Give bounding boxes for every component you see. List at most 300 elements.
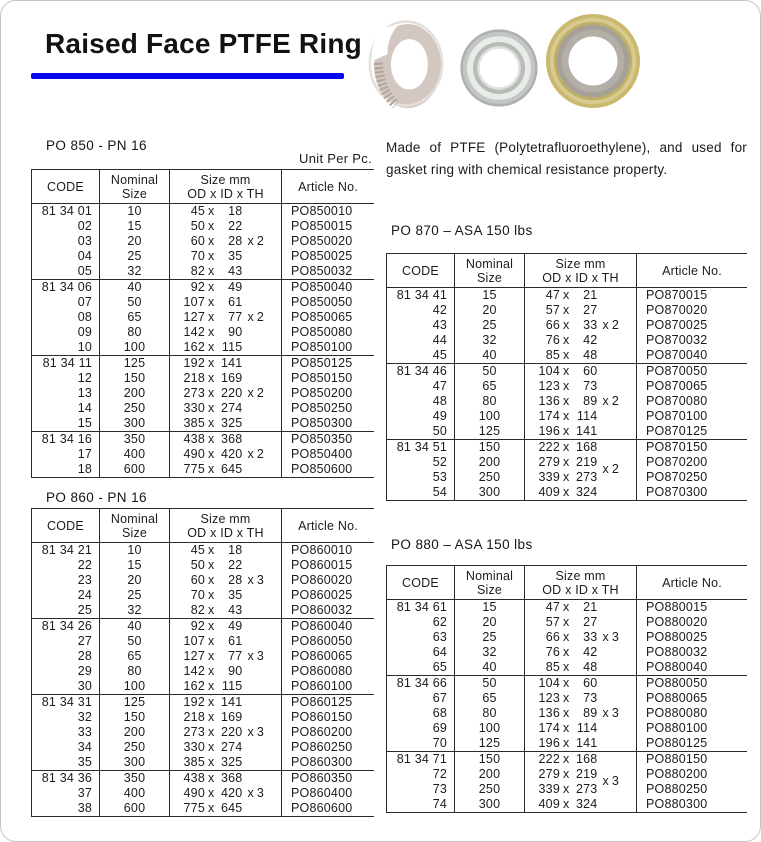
- size-cell: [170, 447, 282, 462]
- size-cell: [170, 280, 282, 295]
- table-row: [387, 782, 747, 797]
- code-cell: 05: [32, 264, 100, 279]
- size-cell: [170, 386, 282, 401]
- table-group: [32, 432, 374, 477]
- multiply-sign: x: [563, 600, 570, 614]
- nominal-size-cell: 65: [100, 649, 170, 664]
- article-no-cell: PO880250: [646, 782, 708, 796]
- code-column-header: CODE: [32, 170, 100, 203]
- unit-per-pc-note: Unit Per Pc.: [299, 151, 372, 166]
- article-no-cell: PO880025: [646, 630, 708, 644]
- table-row: [387, 645, 747, 660]
- code-cell: 28: [32, 649, 100, 664]
- table-row: [387, 318, 747, 333]
- table-group: [387, 752, 747, 812]
- nominal-size-cell: 250: [455, 782, 525, 797]
- th-wrap: [244, 234, 264, 248]
- th-wrap: [599, 462, 619, 476]
- th-value: 2: [611, 462, 620, 476]
- nominal-header-line1: Nominal: [465, 256, 514, 271]
- nominal-size-cell: 200: [455, 767, 525, 782]
- article-no-cell: PO870250: [646, 470, 708, 484]
- nominal-size-cell: 20: [455, 615, 525, 630]
- size-cell: [170, 573, 282, 588]
- id-value: 141: [575, 424, 598, 438]
- silver-gasket-image: [457, 25, 541, 111]
- table-row: [387, 440, 747, 455]
- od-value: 136: [538, 394, 560, 408]
- nominal-size-cell: 40: [100, 280, 170, 295]
- table-group: [32, 771, 374, 816]
- od-value: 273: [183, 386, 205, 400]
- table-870-title: PO 870 – ASA 150 lbs: [391, 223, 533, 238]
- th-value: 2: [611, 318, 620, 332]
- od-value: 82: [190, 603, 205, 617]
- code-cell: 35: [32, 755, 100, 770]
- od-value: 104: [538, 676, 560, 690]
- article-no-cell: PO880080: [646, 706, 708, 720]
- article-no-cell: PO850015: [291, 219, 353, 233]
- nominal-size-cell: 80: [100, 325, 170, 340]
- table-row: [32, 386, 374, 401]
- nominal-size-cell: 25: [100, 588, 170, 603]
- nominal-size-cell: 80: [100, 664, 170, 679]
- nominal-size-cell: 15: [100, 558, 170, 573]
- id-value: 42: [583, 645, 598, 659]
- multiply-sign: x: [208, 249, 215, 263]
- nominal-size-cell: 125: [100, 695, 170, 710]
- multiply-sign: x: [208, 679, 215, 693]
- id-value: 89: [583, 706, 598, 720]
- article-no-cell: PO880020: [646, 615, 708, 629]
- table-row: [387, 660, 747, 675]
- article-no-cell: PO860150: [291, 710, 353, 724]
- th-wrap: [599, 318, 619, 332]
- id-value: 141: [575, 736, 598, 750]
- size-cell: [525, 645, 637, 660]
- multiply-sign: x: [208, 755, 215, 769]
- multiply-sign: x: [208, 386, 215, 400]
- multiply-sign: x: [563, 645, 570, 659]
- multiply-sign: x: [563, 409, 570, 423]
- page-title: Raised Face PTFE Ring: [45, 28, 362, 59]
- id-value: 324: [575, 485, 598, 499]
- id-value: 77: [228, 649, 243, 663]
- table-po860: [31, 508, 374, 817]
- table-row: [32, 401, 374, 416]
- th-value: 2: [256, 447, 265, 461]
- size-cell: [525, 797, 637, 812]
- id-value: 169: [220, 371, 243, 385]
- table-row: [32, 619, 374, 634]
- nominal-size-cell: 10: [100, 204, 170, 219]
- od-value: 196: [538, 736, 560, 750]
- size-cell: [525, 303, 637, 318]
- od-value: 60: [190, 234, 205, 248]
- nominal-size-cell: 300: [455, 485, 525, 500]
- size-cell: [170, 219, 282, 234]
- multiply-sign: x: [563, 394, 570, 408]
- table-row: [32, 543, 374, 558]
- code-cell: 81 34 36: [32, 771, 100, 786]
- id-value: 220: [220, 386, 243, 400]
- spiral-wound-gasket-gold-photo: [544, 12, 642, 110]
- table-row: [387, 303, 747, 318]
- multiply-sign: x: [208, 634, 215, 648]
- nominal-size-cell: 400: [100, 786, 170, 801]
- nominal-size-cell: 250: [100, 401, 170, 416]
- nominal-size-cell: 200: [100, 386, 170, 401]
- multiply-sign: x: [602, 462, 609, 476]
- table-row: [387, 706, 747, 721]
- article-no-cell: PO860250: [291, 740, 353, 754]
- table-row: [32, 249, 374, 264]
- code-cell: 04: [32, 249, 100, 264]
- table-row: [387, 485, 747, 500]
- code-column-header: CODE: [32, 509, 100, 542]
- nominal-size-cell: 20: [100, 234, 170, 249]
- size-cell: [525, 691, 637, 706]
- multiply-sign: x: [602, 706, 609, 720]
- size-cell: [525, 660, 637, 675]
- id-value: 114: [576, 721, 598, 735]
- table-po880: [386, 565, 747, 813]
- nominal-size-cell: 50: [100, 634, 170, 649]
- od-value: 85: [545, 660, 560, 674]
- code-cell: 45: [387, 348, 455, 363]
- th-wrap: [599, 706, 619, 720]
- multiply-sign: x: [563, 691, 570, 705]
- table-row: [32, 801, 374, 816]
- article-no-cell: PO860020: [291, 573, 353, 587]
- multiply-sign: x: [208, 234, 215, 248]
- od-value: 85: [545, 348, 560, 362]
- th-value: 2: [256, 386, 265, 400]
- code-cell: 27: [32, 634, 100, 649]
- od-value: 76: [545, 645, 560, 659]
- table-row: [387, 379, 747, 394]
- th-value: 3: [611, 774, 620, 788]
- code-cell: 47: [387, 379, 455, 394]
- size-cell: [170, 432, 282, 447]
- size-cell: [525, 736, 637, 751]
- id-value: 273: [575, 470, 598, 484]
- th-wrap: [599, 630, 619, 644]
- od-value: 174: [538, 409, 560, 423]
- article-column-header: Article No.: [662, 575, 722, 590]
- multiply-sign: x: [563, 470, 570, 484]
- multiply-sign: x: [208, 695, 215, 709]
- multiply-sign: x: [563, 752, 570, 766]
- od-value: 162: [183, 679, 205, 693]
- size-cell: [170, 740, 282, 755]
- size-cell: [170, 558, 282, 573]
- table-row: [32, 340, 374, 355]
- size-cell: [525, 424, 637, 439]
- article-no-cell: PO860125: [291, 695, 353, 709]
- table-row: [387, 288, 747, 303]
- id-value: 325: [220, 416, 243, 430]
- size-cell: [170, 619, 282, 634]
- table-row: [32, 219, 374, 234]
- od-value: 66: [545, 318, 560, 332]
- code-cell: 49: [387, 409, 455, 424]
- multiply-sign: x: [563, 333, 570, 347]
- th-value: 3: [256, 786, 265, 800]
- article-no-cell: PO870080: [646, 394, 708, 408]
- table-header-row: [32, 170, 374, 204]
- table-row: [32, 603, 374, 618]
- id-value: 219: [575, 767, 598, 781]
- id-value: 21: [583, 288, 598, 302]
- od-value: 50: [190, 558, 205, 572]
- article-no-cell: PO850040: [291, 280, 353, 294]
- id-value: 368: [220, 771, 243, 785]
- table-header-row: [387, 254, 747, 288]
- od-value: 196: [538, 424, 560, 438]
- id-value: 21: [583, 600, 598, 614]
- nominal-size-cell: 25: [455, 630, 525, 645]
- table-880-title: PO 880 – ASA 150 lbs: [391, 537, 533, 552]
- multiply-sign: x: [563, 318, 570, 332]
- size-cell: [525, 288, 637, 303]
- size-cell: [170, 249, 282, 264]
- multiply-sign: x: [208, 649, 215, 663]
- code-cell: 64: [387, 645, 455, 660]
- table-850-title: PO 850 - PN 16: [46, 138, 147, 153]
- code-cell: 37: [32, 786, 100, 801]
- nominal-size-cell: 100: [100, 340, 170, 355]
- table-po850: [31, 169, 374, 478]
- id-value: 325: [220, 755, 243, 769]
- multiply-sign: x: [208, 219, 215, 233]
- code-cell: 07: [32, 295, 100, 310]
- nominal-size-cell: 200: [100, 725, 170, 740]
- od-value: 47: [545, 288, 560, 302]
- size-cell: [525, 470, 637, 485]
- id-value: 48: [583, 348, 598, 362]
- nominal-size-cell: 20: [455, 303, 525, 318]
- id-value: 274: [220, 401, 243, 415]
- od-value: 174: [538, 721, 560, 735]
- od-value: 70: [190, 249, 205, 263]
- th-wrap: [244, 386, 264, 400]
- size-cell: [525, 440, 637, 455]
- nominal-size-cell: 32: [100, 264, 170, 279]
- size-cell: [170, 801, 282, 816]
- code-cell: 81 34 61: [387, 600, 455, 615]
- od-value: 222: [538, 752, 560, 766]
- table-row: [32, 558, 374, 573]
- code-cell: 81 34 51: [387, 440, 455, 455]
- code-cell: 13: [32, 386, 100, 401]
- table-row: [387, 470, 747, 485]
- article-no-cell: PO850150: [291, 371, 353, 385]
- od-value: 45: [190, 204, 205, 218]
- od-value: 136: [538, 706, 560, 720]
- nominal-size-cell: 32: [455, 333, 525, 348]
- code-cell: 69: [387, 721, 455, 736]
- article-no-cell: PO860050: [291, 634, 353, 648]
- table-row: [32, 295, 374, 310]
- table-row: [387, 721, 747, 736]
- table-row: [32, 280, 374, 295]
- od-value: 162: [183, 340, 205, 354]
- code-cell: 17: [32, 447, 100, 462]
- size-cell: [170, 786, 282, 801]
- size-header-line2: OD x ID x TH: [187, 525, 264, 540]
- table-row: [387, 364, 747, 379]
- table-group: [32, 356, 374, 432]
- th-value: 2: [611, 394, 620, 408]
- nominal-header-line1: Nominal: [465, 568, 514, 583]
- size-cell: [170, 371, 282, 386]
- code-cell: 12: [32, 371, 100, 386]
- size-header-line2: OD x ID x TH: [187, 186, 264, 201]
- table-header-row: [32, 509, 374, 543]
- product-description: Made of PTFE (Polytetrafluoroethylene), and used for gasket ring with chemical resistance property.: [386, 140, 747, 177]
- id-value: 324: [575, 797, 598, 811]
- nominal-size-cell: 100: [100, 679, 170, 694]
- multiply-sign: x: [208, 295, 215, 309]
- od-value: 490: [183, 786, 205, 800]
- code-cell: 67: [387, 691, 455, 706]
- table-header-row: [387, 566, 747, 600]
- article-no-cell: PO860040: [291, 619, 353, 633]
- multiply-sign: x: [563, 782, 570, 796]
- od-value: 92: [190, 619, 205, 633]
- code-column-header: CODE: [387, 566, 455, 599]
- size-cell: [170, 588, 282, 603]
- size-cell: [170, 664, 282, 679]
- multiply-sign: x: [208, 664, 215, 678]
- article-no-cell: PO860400: [291, 786, 353, 800]
- size-cell: [170, 603, 282, 618]
- size-cell: [525, 752, 637, 767]
- nominal-header-line2: Size: [476, 270, 503, 285]
- table-row: [32, 740, 374, 755]
- article-no-cell: PO870150: [646, 440, 708, 454]
- od-value: 218: [183, 710, 205, 724]
- code-cell: 74: [387, 797, 455, 812]
- article-no-cell: PO870025: [646, 318, 708, 332]
- od-value: 142: [183, 664, 205, 678]
- size-cell: [525, 767, 637, 788]
- id-value: 18: [228, 204, 243, 218]
- size-header-line1: Size mm: [200, 511, 251, 526]
- nominal-size-cell: 65: [455, 379, 525, 394]
- th-value: 2: [256, 310, 265, 324]
- od-value: 775: [183, 462, 205, 476]
- id-value: 28: [228, 573, 243, 587]
- article-no-cell: PO880050: [646, 676, 708, 690]
- article-no-cell: PO850125: [291, 356, 353, 370]
- multiply-sign: x: [563, 364, 570, 378]
- od-value: 127: [183, 649, 205, 663]
- article-no-cell: PO850020: [291, 234, 353, 248]
- th-wrap: [599, 394, 619, 408]
- od-value: 218: [183, 371, 205, 385]
- article-no-cell: PO870015: [646, 288, 708, 302]
- th-wrap: [244, 725, 264, 739]
- id-value: 368: [220, 432, 243, 446]
- table-row: [387, 767, 747, 788]
- gold-gasket-image: [544, 12, 642, 110]
- table-row: [387, 409, 747, 424]
- table-row: [387, 615, 747, 630]
- size-header-line2: OD x ID x TH: [542, 582, 619, 597]
- id-value: 27: [583, 615, 598, 629]
- id-value: 73: [583, 691, 598, 705]
- size-cell: [170, 204, 282, 219]
- article-column-header: Article No.: [298, 518, 358, 533]
- id-value: 43: [228, 603, 243, 617]
- nominal-size-cell: 32: [455, 645, 525, 660]
- multiply-sign: x: [208, 264, 215, 278]
- nominal-header-line1: Nominal: [110, 511, 159, 526]
- size-cell: [170, 771, 282, 786]
- table-row: [387, 797, 747, 812]
- od-value: 490: [183, 447, 205, 461]
- th-wrap: [244, 786, 264, 800]
- th-value: 2: [256, 234, 265, 248]
- od-value: 438: [183, 432, 205, 446]
- multiply-sign: x: [563, 660, 570, 674]
- table-850-heading: [31, 137, 374, 169]
- size-cell: [170, 234, 282, 249]
- nominal-size-cell: 80: [455, 394, 525, 409]
- article-no-cell: PO860300: [291, 755, 353, 769]
- nominal-size-cell: 40: [455, 348, 525, 363]
- table-row: [32, 234, 374, 249]
- code-cell: 81 34 01: [32, 204, 100, 219]
- od-value: 142: [183, 325, 205, 339]
- nominal-size-cell: 20: [100, 573, 170, 588]
- id-value: 61: [228, 295, 243, 309]
- size-column-header: [525, 254, 637, 287]
- table-row: [32, 755, 374, 770]
- article-no-cell: PO860200: [291, 725, 353, 739]
- article-no-cell: PO850080: [291, 325, 353, 339]
- table-row: [32, 416, 374, 431]
- od-value: 438: [183, 771, 205, 785]
- table-row: [32, 462, 374, 477]
- od-value: 279: [538, 455, 560, 469]
- article-no-cell: PO850065: [291, 310, 353, 324]
- article-no-cell: PO850400: [291, 447, 353, 461]
- size-cell: [170, 695, 282, 710]
- ptfe-ring-image: [364, 15, 448, 117]
- od-value: 385: [183, 755, 205, 769]
- table-row: [387, 691, 747, 706]
- th-value: 3: [256, 573, 265, 587]
- multiply-sign: x: [208, 543, 215, 557]
- article-no-cell: PO870040: [646, 348, 708, 362]
- nominal-size-cell: 32: [100, 603, 170, 618]
- od-value: 330: [183, 401, 205, 415]
- id-value: 219: [575, 455, 598, 469]
- size-header-line1: Size mm: [555, 256, 606, 271]
- id-value: 114: [576, 409, 598, 423]
- table-row: [32, 588, 374, 603]
- table-row: [32, 264, 374, 279]
- size-cell: [170, 634, 282, 649]
- size-cell: [170, 679, 282, 694]
- table-row: [32, 432, 374, 447]
- id-value: 42: [583, 333, 598, 347]
- multiply-sign: x: [563, 303, 570, 317]
- table-row: [387, 333, 747, 348]
